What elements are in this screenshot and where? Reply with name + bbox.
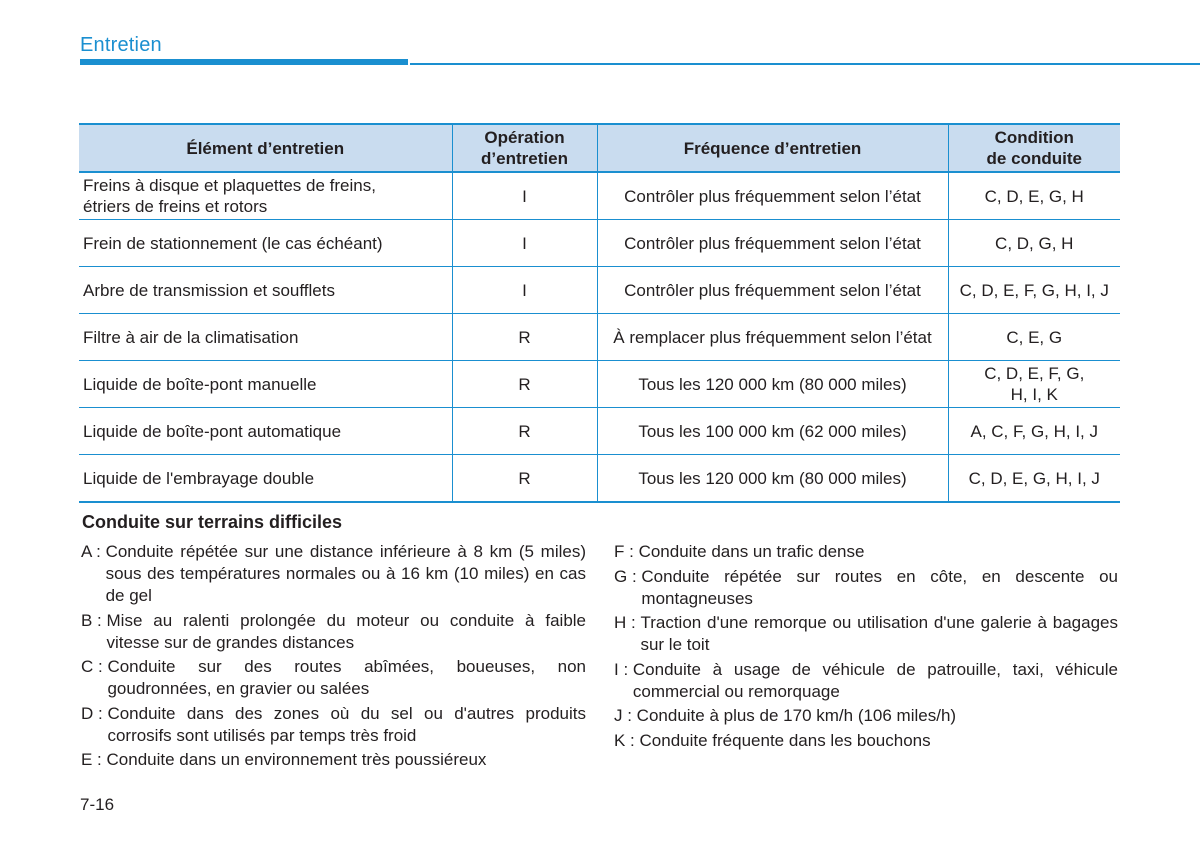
condition-text: Conduite fréquente dans les bouchons [639,730,931,750]
condition-text: Mise au ralenti prolongée du moteur ou conduite à faible vitesse sur de grandes distances [106,610,586,652]
header-condition-line2: de conduite [986,149,1082,168]
cell-element: Liquide de l'embrayage double [79,455,452,503]
table-row [79,455,1120,503]
table-row [79,361,1120,408]
condition-item-j [614,705,1118,727]
cell-condition: A, C, F, G, H, I, J [948,408,1120,455]
condition-item-i [614,659,1118,703]
condition-text: Conduite sur des routes abîmées, boueuses, non goudronnées, en gravier ou salées [107,657,586,698]
condition-item-h [614,612,1118,656]
condition-code: B : [81,610,107,630]
condition-code: H : [614,613,641,632]
header-rule-thick [80,59,408,65]
cell-element: Frein de stationnement (le cas échéant) [79,220,452,267]
cell-condition-line1: C, D, E, G, H [984,186,1084,206]
condition-code: E : [81,750,107,769]
cell-condition-line1: C, D, E, F, G, [984,364,1085,383]
table-header-row [79,124,1120,172]
header-element: Élément d’entretien [79,124,452,172]
condition-code: I : [614,659,633,679]
condition-text: Conduite répétée sur routes en côte, en descente ou montagneuses [641,566,1118,608]
condition-code: F : [614,542,639,561]
condition-text: Conduite dans un trafic dense [638,542,865,561]
cell-frequency: Contrôler plus fréquemment selon l’état [597,220,948,267]
condition-code: K : [614,730,640,750]
table-row [79,220,1120,267]
cell-element: Liquide de boîte-pont automatique [79,408,452,455]
condition-text: Conduite à plus de 170 km/h (106 miles/h) [636,706,957,725]
cell-frequency: Tous les 120 000 km (80 000 miles) [597,455,948,503]
condition-code: A : [81,542,106,561]
cell-operation: R [452,314,597,361]
table-row [79,267,1120,314]
conditions-list-left [81,541,586,774]
section-title: Entretien [80,34,162,56]
condition-code: G : [614,566,642,586]
cell-frequency: Tous les 100 000 km (62 000 miles) [597,408,948,455]
condition-code: C : [81,657,108,676]
cell-condition: C, D, E, F, G, H, I, J [948,267,1120,314]
condition-item-f [614,541,1118,563]
cell-condition-line2: H, I, K [1010,385,1058,404]
cell-element: Filtre à air de la climatisation [79,314,452,361]
condition-text: Conduite à usage de véhicule de patrouille, taxi, véhicule commercial ou remorquage [632,659,1118,701]
condition-text: Conduite dans un environnement très poussiéreux [106,750,487,769]
cell-operation: R [452,361,597,408]
header-operation-line2: d’entretien [481,149,568,168]
page-number: 7-16 [80,795,115,814]
cell-frequency: À remplacer plus fréquemment selon l’état [597,314,948,361]
cell-element [79,172,452,220]
cell-condition [948,172,1120,220]
condition-text: Traction d'une remorque ou utilisation d'une galerie à bagages sur le toit [640,613,1118,654]
table-row [79,172,1120,220]
cell-operation: R [452,408,597,455]
cell-frequency: Tous les 120 000 km (80 000 miles) [597,361,948,408]
table-row [79,314,1120,361]
cell-operation: I [452,220,597,267]
condition-item-c [81,656,586,700]
cell-element-line1: Freins à disque et plaquettes de freins, [83,176,376,195]
condition-item-k [614,730,1118,752]
cell-element-line2: étriers de freins et rotors [83,197,268,216]
header-frequency: Fréquence d’entretien [597,124,948,172]
cell-element: Arbre de transmission et soufflets [79,267,452,314]
cell-frequency: Contrôler plus fréquemment selon l’état [597,267,948,314]
condition-text: Conduite dans des zones où du sel ou d'autres produits corrosifs sont utilisés par temps très froid [107,703,586,745]
cell-condition: C, E, G [948,314,1120,361]
condition-item-d [81,703,586,747]
conditions-list-right [614,541,1118,754]
condition-item-e [81,749,586,771]
header-operation-line1: Opération [484,128,565,147]
header-operation [452,124,597,172]
header-condition-line1: Condition [994,128,1074,147]
cell-condition: C, D, G, H [948,220,1120,267]
conditions-title: Conduite sur terrains difficiles [82,512,343,532]
condition-item-b [81,610,586,654]
condition-code: J : [614,706,637,725]
cell-operation: I [452,172,597,220]
condition-item-g [614,566,1118,610]
table-row [79,408,1120,455]
header-condition [948,124,1120,172]
condition-item-a [81,541,586,607]
cell-operation: R [452,455,597,503]
condition-text: Conduite répétée sur une distance inférieure à 8 km (5 miles) sous des températures normales ou à 16 km (10 miles) en cas de gel [105,542,586,605]
cell-operation: I [452,267,597,314]
cell-element: Liquide de boîte-pont manuelle [79,361,452,408]
condition-code: D : [81,703,108,723]
cell-condition: C, D, E, G, H, I, J [948,455,1120,503]
cell-condition [948,361,1120,408]
cell-frequency: Contrôler plus fréquemment selon l’état [597,172,948,220]
table-body [79,172,1120,502]
header-rule-thin [410,63,1200,65]
maintenance-table [79,123,1120,503]
